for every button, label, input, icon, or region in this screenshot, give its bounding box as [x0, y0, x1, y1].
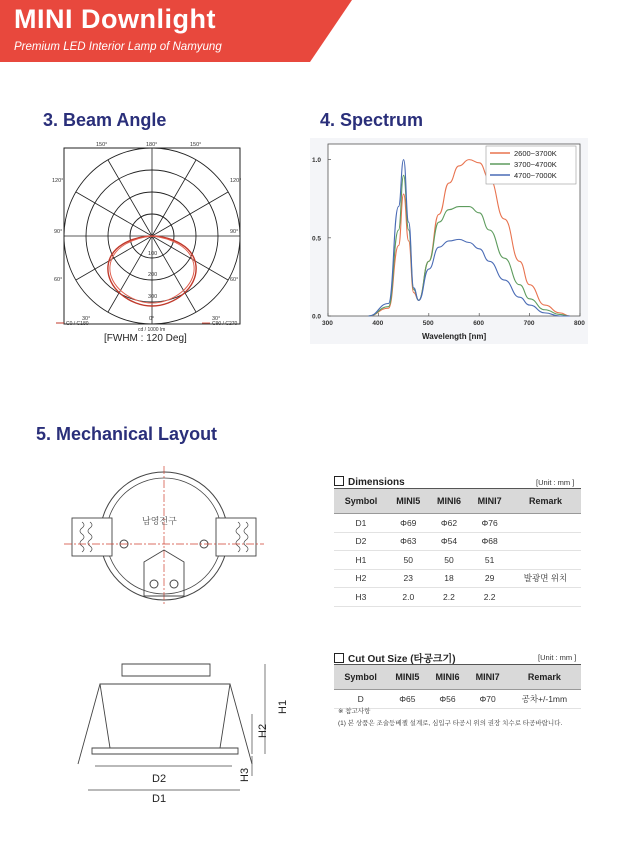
col-header: Remark — [510, 489, 581, 514]
col-header: MINI6 — [427, 665, 467, 690]
dimensions-table — [334, 488, 581, 607]
top-view-logo: 남영전구 — [142, 517, 177, 527]
angle-label: 150° — [190, 142, 202, 148]
right-spring-clip — [216, 518, 256, 556]
terminal-screw — [170, 580, 178, 588]
radial-label: 100 — [148, 251, 158, 257]
dimensions-title — [334, 476, 405, 488]
note-header: ※ 참고사항 — [338, 708, 371, 715]
table-row: D Φ65 Φ56 Φ70 공차+/-1mm — [334, 690, 581, 709]
h3-label: H3 — [239, 767, 251, 782]
col-header: MINI7 — [469, 489, 510, 514]
x-tick-label: 800 — [574, 320, 585, 327]
legend-label: 4700~7000K — [514, 171, 557, 180]
radial-label: 300 — [148, 294, 158, 300]
spectrum-heading: 4. Spectrum — [320, 110, 424, 130]
radial-label: 200 — [148, 272, 158, 278]
dimensions-title-text: Dimensions — [348, 477, 405, 488]
angle-label: 0° — [149, 316, 155, 322]
angle-label: 60° — [54, 277, 63, 283]
angle-label: 90° — [54, 229, 63, 235]
cutout-title — [334, 650, 456, 665]
d1-label: D1 — [152, 793, 167, 805]
bezel-flange — [92, 748, 238, 754]
beam-angle-polar-chart — [52, 138, 252, 338]
legend-label: 3700~4700K — [514, 160, 557, 169]
table-row: D2 Φ63 Φ54 Φ68 — [334, 532, 581, 551]
col-header: MINI5 — [387, 665, 427, 690]
cutout-table — [334, 664, 581, 709]
table-header-row — [334, 665, 581, 690]
angle-label: 180° — [146, 142, 158, 148]
y-tick-label: 1.0 — [312, 157, 322, 165]
page-title: MINI Downlight — [14, 4, 216, 34]
spectrum-xlabel: Wavelength [nm] — [422, 332, 487, 341]
spectrum-chart — [310, 138, 588, 344]
checkbox-square-icon — [334, 653, 344, 663]
h2-label: H2 — [257, 723, 269, 738]
top-view-drawing — [64, 466, 264, 616]
x-tick-label: 700 — [523, 320, 535, 327]
table-row: H1 50 50 51 — [334, 551, 581, 570]
h1-label: H1 — [277, 699, 289, 714]
col-header: MINI5 — [388, 489, 429, 514]
cutout-title-text: Cut Out Size (타공크기) — [348, 654, 456, 665]
housing-body — [100, 684, 230, 748]
angle-label: 30° — [212, 316, 221, 322]
col-header: MINI7 — [468, 665, 508, 690]
table-row: H3 2.0 2.2 2.2 — [334, 588, 581, 607]
mechanical-heading: 5. Mechanical Layout — [36, 424, 218, 444]
beam-angle-heading: 3. Beam Angle — [43, 110, 167, 130]
x-tick-label: 500 — [422, 320, 434, 327]
table-header-row — [334, 489, 581, 514]
angle-label: 150° — [96, 142, 108, 148]
col-header: MINI6 — [429, 489, 470, 514]
col-header: Symbol — [334, 665, 387, 690]
table-row: D1 Φ69 Φ62 Φ76 — [334, 514, 581, 533]
legend-c0: C0 / C180 — [66, 321, 89, 327]
angle-label: 60° — [230, 277, 239, 283]
checkbox-square-icon — [334, 476, 344, 486]
legend-label: 2600~3700K — [514, 149, 557, 158]
x-tick-label: 400 — [372, 320, 384, 327]
x-tick-label: 300 — [322, 320, 333, 327]
driver-cap — [122, 664, 210, 676]
fwhm-caption: [FWHM : 120 Deg] — [104, 333, 187, 344]
x-tick-label: 600 — [473, 320, 485, 327]
col-header: Symbol — [334, 489, 388, 514]
side-view-drawing — [60, 656, 300, 806]
page-subtitle: Premium LED Interior Lamp of Namyung — [14, 41, 222, 53]
angle-label: 90° — [230, 229, 239, 235]
angle-label: 30° — [82, 316, 91, 322]
angle-label: 120° — [52, 178, 64, 184]
note-text: (1) 본 상품은 조술등베젤 설계로, 심입구 타공시 위의 권장 치수로 타공바랍니다. — [338, 720, 563, 727]
polar-unit: cd / 1000 lm — [138, 327, 166, 333]
d2-label: D2 — [152, 773, 167, 785]
col-header: Remark — [508, 665, 581, 690]
spring-arms — [78, 684, 252, 764]
table-row: H2 23 18 29 발광면 위치 — [334, 569, 581, 588]
cutout-unit: [Unit : mm ] — [538, 653, 577, 662]
y-tick-label: 0.5 — [312, 235, 322, 243]
dimensions-unit: [Unit : mm ] — [536, 478, 575, 487]
legend-c90: C90 / C270 — [212, 321, 238, 327]
y-tick-label: 0.0 — [312, 313, 322, 321]
angle-label: 120° — [230, 178, 242, 184]
header-banner — [0, 0, 632, 62]
terminal-screw — [150, 580, 158, 588]
